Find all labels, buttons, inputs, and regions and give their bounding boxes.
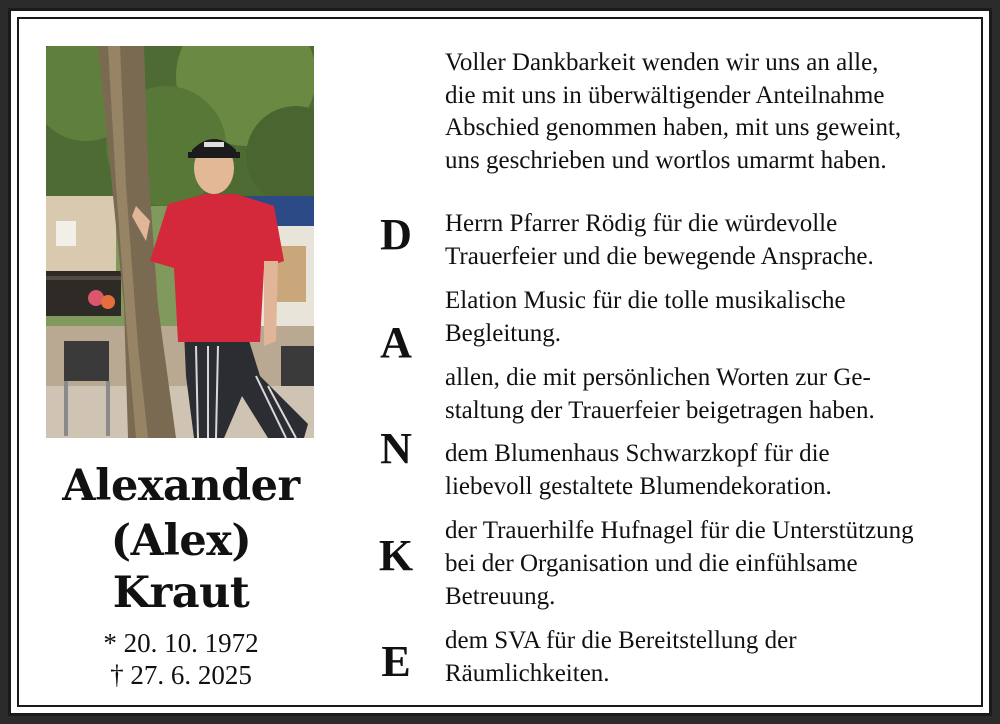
intro-line: Voller Dankbarkeit wenden wir uns an alle, [445, 49, 879, 76]
death-date: † 27. 6. 2025 [110, 660, 252, 690]
danke-letter-d: D [380, 210, 412, 259]
entry-line: der Trauerhilfe Hufnagel für die Unterstützung [445, 517, 914, 544]
entry-line: liebevoll gestaltete Blumendekoration. [445, 473, 832, 500]
entry-line: Räumlichkeiten. [445, 660, 610, 687]
intro-line: Abschied genommen haben, mit uns geweint, [445, 114, 902, 141]
entry-line: bei der Organisation und die einfühlsame [445, 550, 858, 577]
danke-letter-n: N [380, 424, 412, 473]
thanks-entry-music [445, 284, 985, 350]
thanks-entry-flowers [445, 437, 985, 503]
entry-line: dem Blumenhaus Schwarzkopf für die [445, 440, 830, 467]
thanks-entry-pfarrer [445, 207, 985, 273]
entry-line: Begleitung. [445, 320, 561, 347]
entry-line: Herrn Pfarrer Rödig für die würdevolle [445, 210, 838, 237]
intro-line: uns geschrieben und wortlos umarmt haben. [445, 146, 887, 174]
thanks-entry-sva [445, 624, 985, 690]
portrait-photo [46, 46, 314, 438]
thanks-entry-words [445, 361, 985, 427]
danke-letter-a: A [380, 318, 412, 367]
entry-line: Trauerfeier und die bewegende Ansprache. [445, 243, 874, 270]
thanks-entry-trauerhilfe [445, 514, 985, 613]
entry-line: staltung der Trauerfeier beigetragen haben. [445, 397, 875, 424]
obituary-card [8, 8, 992, 716]
birth-date: * 20. 10. 1972 [103, 628, 259, 658]
name-line-first: Alexander [62, 461, 300, 511]
danke-letter-e: E [381, 637, 411, 686]
entry-line: Elation Music für die tolle musikalische [445, 287, 846, 314]
danke-letter-k: K [378, 531, 414, 580]
name-line-surname: Kraut [112, 568, 250, 618]
entry-line: Betreuung. [445, 583, 556, 610]
entry-line: allen, die mit persönlichen Worten zur Ge- [445, 364, 871, 391]
intro-text [445, 47, 985, 177]
intro-line: die mit uns in überwältigender Anteilnahme [445, 81, 885, 109]
name-line-nickname: (Alex) [110, 516, 252, 566]
entry-line: dem SVA für die Bereitstellung der [445, 627, 797, 654]
